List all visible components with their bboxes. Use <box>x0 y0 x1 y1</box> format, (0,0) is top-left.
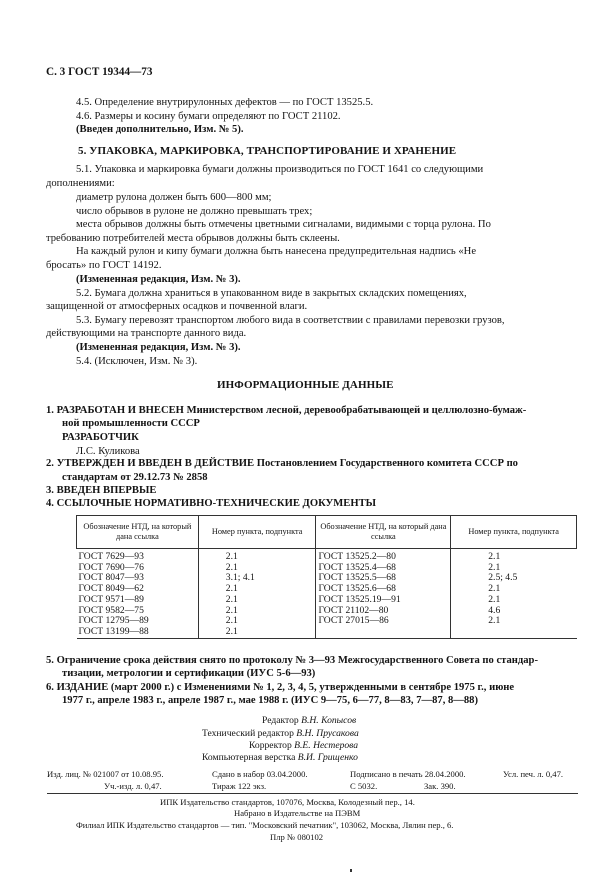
table-cell: 2.1 <box>488 583 501 595</box>
reference-table <box>76 515 577 639</box>
table-cell: ГОСТ 13525.5—68 <box>316 573 451 584</box>
table-cell: 2.1 <box>198 584 316 595</box>
credit-name: В.Е. Нестерова <box>294 740 359 751</box>
paragraph-4-5: 4.5. Определение внутрирулонных дефектов — по ГОСТ 13525.5. <box>76 97 374 108</box>
table-cell: 3.1; 4.1 <box>198 573 316 584</box>
paragraph-5-4: 5.4. (Исключен, Изм. № 3). <box>76 356 198 367</box>
credit-label: Технический редактор <box>202 728 294 739</box>
paragraph-5-1: 5.1. Упаковка и маркировка бумаги должны производиться по ГОСТ 1641 со следующими <box>76 164 484 175</box>
paragraph-5-1-breaks: число обрывов в рулоне не должно превышать трех; <box>76 206 313 217</box>
table-cell: ГОСТ 9582—75 <box>77 606 199 617</box>
info-item-4: 4. ССЫЛОЧНЫЕ НОРМАТИВНО-ТЕХНИЧЕСКИЕ ДОКУМЕНТЫ <box>46 498 377 509</box>
credit-name: В.Н. Прусакова <box>296 728 359 739</box>
credit-tech-editor <box>202 728 359 740</box>
table-cell: 2.1 <box>488 561 501 573</box>
table-cell: ГОСТ 12795—89 <box>77 616 199 627</box>
amendment-note: (Измененная редакция, Изм. № 3). <box>76 274 241 285</box>
table-cell: ГОСТ 7629—93 <box>77 549 199 563</box>
table-cell: ГОСТ 13525.2—80 <box>316 549 451 563</box>
amendment-note: (Измененная редакция, Изм. № 3). <box>76 342 241 353</box>
table-cell: ГОСТ 21102—80 <box>316 606 451 617</box>
paragraph-5-1-label: На каждый рулон и кипу бумаги должна быть нанесена предупредительная надпись «Не <box>76 246 477 257</box>
info-item-2: 2. УТВЕРЖДЕН И ВВЕДЕН В ДЕЙСТВИЕ Постановлением Государственного комитета СССР по <box>46 458 518 469</box>
table-row <box>77 595 577 606</box>
table-cell: 2.5; 4.5 <box>488 572 518 584</box>
table-row <box>77 616 577 627</box>
imprint-typeset-date: Сдано в набор 03.04.2000. <box>212 769 308 779</box>
imprint-typeset-note: Набрано в Издательстве на ПЭВМ <box>234 808 361 818</box>
imprint-license: Изд. лиц. № 021007 от 10.08.95. <box>47 769 164 779</box>
table-cell: ГОСТ 13199—88 <box>77 627 199 638</box>
credit-label: Корректор <box>249 740 292 751</box>
paragraph-5-2-cont: защищенной от атмосферных осадков и почвенной влаги. <box>46 301 308 312</box>
table-header-cell: Обозначение НТД, на который дана ссылка <box>316 516 451 549</box>
imprint-printer: Филиал ИПК Издательство стандартов — тип. "Московский печатник", 103062, Москва, Лялин пер., 6. <box>76 820 454 830</box>
table-cell: 2.1 <box>198 616 316 627</box>
table-cell: 4.6 <box>488 604 501 616</box>
paragraph-5-3: 5.3. Бумагу перевозят транспортом любого вида в соответствии с правилами перевозки грузов, <box>76 315 505 326</box>
credit-label: Редактор <box>262 715 299 726</box>
imprint-code: С 5032. <box>350 781 378 791</box>
paragraph-5-1-marks-cont: требованию потребителей места обрывов должны быть склеены. <box>46 233 340 244</box>
page-header: С. 3 ГОСТ 19344—73 <box>46 66 153 78</box>
table-cell: ГОСТ 13525.19—91 <box>316 595 451 606</box>
speck-mark <box>350 869 352 872</box>
table-header-cell: Номер пункта, подпункта <box>198 516 316 549</box>
imprint-divider <box>47 793 578 794</box>
table-row <box>77 549 577 563</box>
info-item-1-developer: Л.С. Куликова <box>76 446 140 457</box>
table-cell: 2.1 <box>198 595 316 606</box>
table-cell: ГОСТ 7690—76 <box>77 563 199 574</box>
imprint-plr: Плр № 080102 <box>270 832 324 842</box>
imprint-order: Зак. 390. <box>424 781 456 791</box>
table-cell: ГОСТ 13525.6—68 <box>316 584 451 595</box>
credit-name: В.И. Грищенко <box>297 752 358 763</box>
credit-editor <box>262 715 356 727</box>
credit-name: В.Н. Копысов <box>301 715 357 726</box>
info-item-3: 3. ВВЕДЕН ВПЕРВЫЕ <box>46 485 157 496</box>
info-title: ИНФОРМАЦИОННЫЕ ДАННЫЕ <box>217 379 394 391</box>
info-item-5: 5. Ограничение срока действия снято по протоколу № 3—93 Межгосударственного Совета по стандар- <box>46 655 538 666</box>
paragraph-5-1-marks: места обрывов должны быть отмечены цветными сигналами, видимыми с торца рулона. По <box>76 219 491 230</box>
paragraph-5-1-label-cont: бросать» по ГОСТ 14192. <box>46 260 162 271</box>
imprint-edit-sheets: Уч.-изд. л. 0,47. <box>104 781 162 791</box>
info-item-1-developer-label: РАЗРАБОТЧИК <box>62 432 139 443</box>
paragraph-4-6: 4.6. Размеры и косину бумаги определяют по ГОСТ 21102. <box>76 111 341 122</box>
table-row <box>77 627 577 638</box>
imprint-publisher: ИПК Издательство стандартов, 107076, Москва, Колодезный пер., 14. <box>160 797 415 807</box>
table-cell <box>316 627 451 638</box>
table-cell: 2.1 <box>488 551 501 562</box>
info-item-2-cont: стандартам от 29.12.73 № 2858 <box>62 472 208 483</box>
table-cell: 2.1 <box>198 627 316 638</box>
amendment-note: (Введен дополнительно, Изм. № 5). <box>76 124 244 135</box>
table-cell: 2.1 <box>198 563 316 574</box>
table-cell <box>451 627 577 638</box>
credit-layout <box>202 752 358 764</box>
credit-label: Компьютерная верстка <box>202 752 296 763</box>
table-cell: ГОСТ 8047—93 <box>77 573 199 584</box>
info-item-1-cont: ной промышленности СССР <box>62 418 200 429</box>
table-cell: ГОСТ 13525.4—68 <box>316 563 451 574</box>
table-header-cell: Обозначение НТД, на который дана ссылка <box>77 516 199 549</box>
table-cell: ГОСТ 8049—62 <box>77 584 199 595</box>
imprint-print-sheets: Усл. печ. л. 0,47. <box>503 769 564 779</box>
info-item-1: 1. РАЗРАБОТАН И ВНЕСЕН Министерством лесной, деревообрабатывающей и целлюлозно-бумаж- <box>46 405 527 416</box>
imprint-print-date: Подписано в печать 28.04.2000. <box>350 769 466 779</box>
paragraph-5-3-cont: действующими на транспорте данного вида. <box>46 328 247 339</box>
table-cell: 2.1 <box>488 593 501 605</box>
table-header-row <box>77 516 577 549</box>
table-cell: ГОСТ 27015—86 <box>316 616 451 627</box>
table-cell: ГОСТ 9571—89 <box>77 595 199 606</box>
imprint-circulation: Тираж 122 экз. <box>212 781 267 791</box>
table-cell: 2.1 <box>198 606 316 617</box>
info-item-5-cont: тизации, метрологии и сертификации (ИУС 5-6—93) <box>62 668 316 679</box>
section-5-title: 5. УПАКОВКА, МАРКИРОВКА, ТРАНСПОРТИРОВАНИЕ И ХРАНЕНИЕ <box>78 145 457 157</box>
info-item-6-cont: 1977 г., апреле 1983 г., апреле 1987 г., мае 1988 г. (ИУС 9—75, 6—77, 8—83, 7—87, 8—88) <box>62 695 479 706</box>
credit-proofreader <box>249 740 358 752</box>
info-item-6: 6. ИЗДАНИЕ (март 2000 г.) с Изменениями № 1, 2, 3, 4, 5, утвержденными в сентябре 1975 г., июне <box>46 682 515 693</box>
paragraph-5-1-diameter: диаметр рулона должен быть 600—800 мм; <box>76 192 272 203</box>
table-cell: 2.1 <box>198 549 316 563</box>
paragraph-5-2: 5.2. Бумага должна храниться в упакованном виде в закрытых складских помещениях, <box>76 288 467 299</box>
table-cell: 2.1 <box>488 615 501 627</box>
paragraph-5-1-cont: дополнениями: <box>46 178 115 189</box>
table-header-cell: Номер пункта, подпункта <box>451 516 577 549</box>
